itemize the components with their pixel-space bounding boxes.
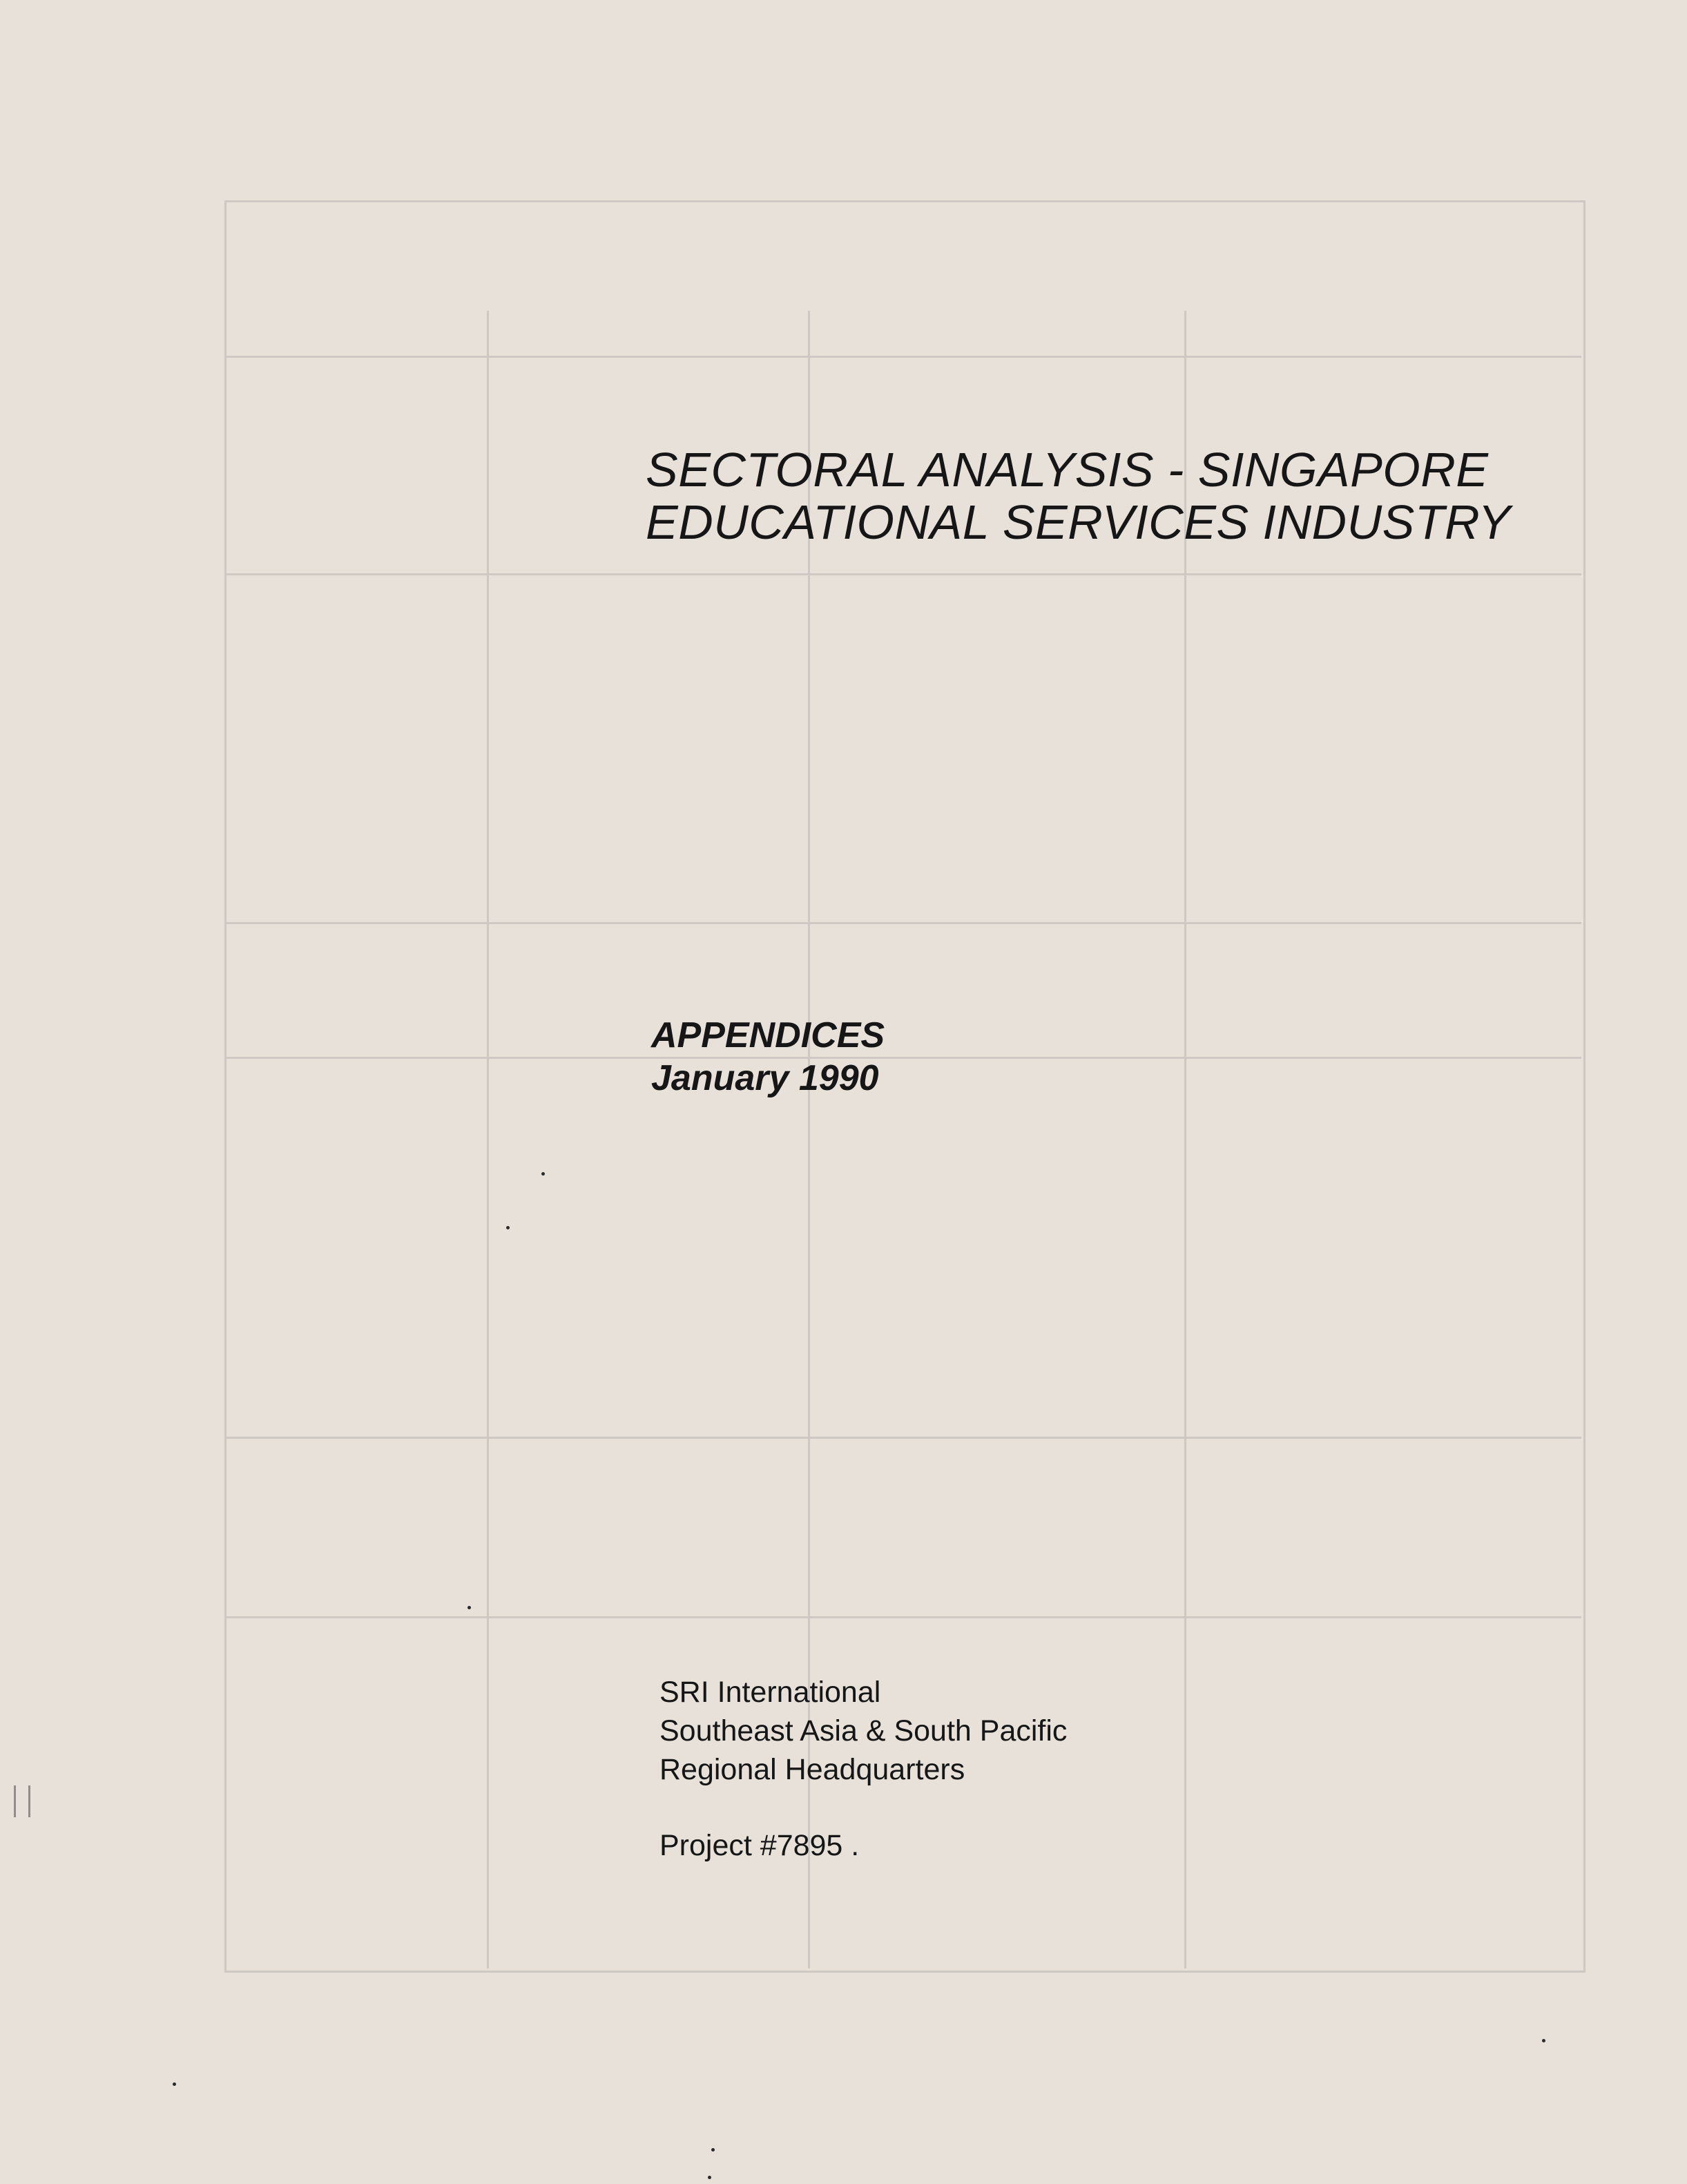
appendices-block — [651, 1014, 885, 1100]
org-office: Regional Headquarters — [659, 1753, 965, 1786]
org-name: SRI International — [659, 1676, 881, 1709]
project-number: Project #7895 . — [659, 1829, 860, 1862]
org-region: Southeast Asia & South Pacific — [659, 1714, 1068, 1747]
ghost-table-rule — [224, 1057, 1581, 1059]
document-date: January 1990 — [651, 1058, 879, 1098]
scan-speck — [173, 2082, 176, 2086]
binding-clip-mark — [14, 1785, 30, 1817]
title-line-1: SECTORAL ANALYSIS - SINGAPORE — [646, 443, 1489, 497]
title-line-2: EDUCATIONAL SERVICES INDUSTRY — [646, 495, 1511, 549]
scan-speck — [541, 1172, 545, 1176]
organization-block — [659, 1673, 1067, 1789]
scan-speck — [467, 1606, 471, 1609]
ghost-table-rule — [224, 1616, 1581, 1618]
ghost-table-rule — [224, 922, 1581, 924]
ghost-table-rule — [224, 356, 1581, 358]
scan-speck — [1542, 2039, 1545, 2042]
ghost-table-rule — [224, 1437, 1581, 1439]
scan-speck — [506, 1226, 510, 1229]
scan-speck — [711, 2148, 715, 2152]
ghost-table-divider — [487, 311, 489, 1969]
scan-speck — [708, 2176, 711, 2179]
ghost-table-divider — [1184, 311, 1186, 1969]
section-label: APPENDICES — [651, 1015, 885, 1055]
ghost-table-rule — [224, 573, 1581, 575]
